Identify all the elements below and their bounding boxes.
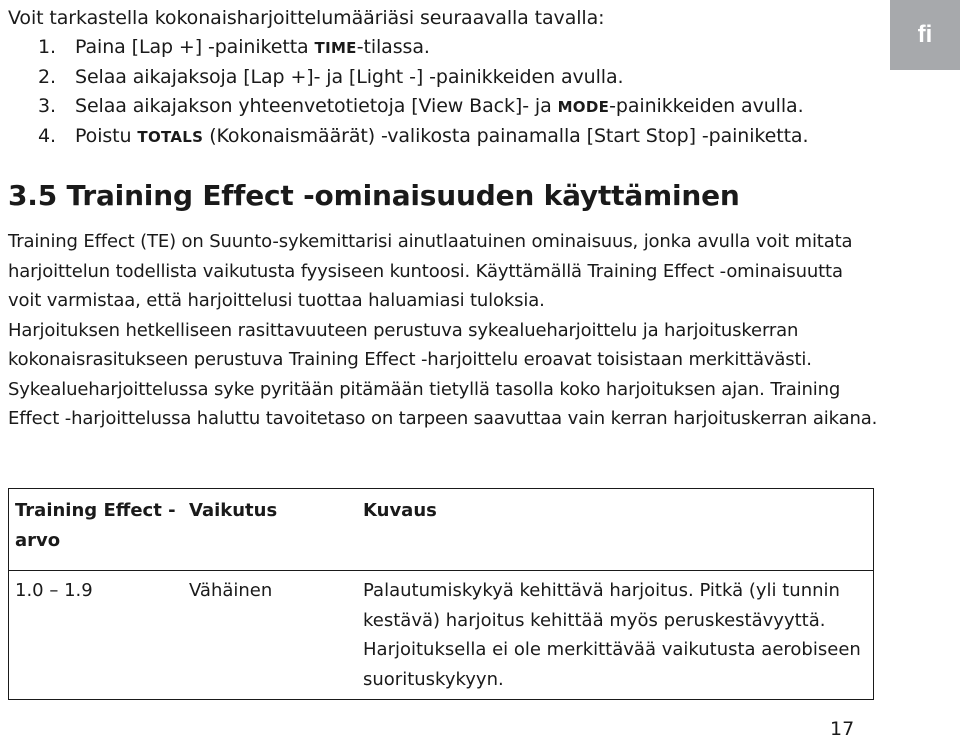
intro-instructions xyxy=(8,4,878,152)
cell-effect: Vähäinen xyxy=(189,580,273,601)
step-key: TIME xyxy=(314,39,357,57)
step-number: 3. xyxy=(38,95,56,117)
step-number: 2. xyxy=(38,66,56,88)
step-text: Selaa aikajakson yhteenvetotietoja [View Back]- ja xyxy=(75,95,558,117)
step-key: TOTALS xyxy=(137,128,204,146)
cell-description: Palautumiskykyä kehittävä harjoitus. Pitkä (yli tunnin kestävä) harjoitus kehittää myös peruskestävyyttä. Harjoituksella ei ole merkittävää vaikutusta aerobiseen suorituskykyyn. xyxy=(363,580,861,690)
step-item xyxy=(8,63,878,92)
table-header-row xyxy=(9,489,874,571)
step-text: Poistu xyxy=(75,125,138,147)
paragraph-2: Harjoituksen hetkelliseen rasittavuuteen perustuva sykealueharjoittelu ja harjoituskerran kokonaisrasitukseen perustuva Training Effect -harjoittelu eroavat toisistaan merkittävästi. Sykealueharjoittelussa syke pyritään pitämään tietyllä tasolla koko harjoituksen ajan. Training Effect -harjoittelussa haluttu tavoitetaso on tarpeen saavuttaa vain kerran harjoituskerran aikana. xyxy=(8,319,878,429)
header-effect: Vaikutus xyxy=(183,489,357,571)
header-te-value: Training Effect -arvo xyxy=(9,489,184,571)
paragraph-1: Training Effect (TE) on Suunto-sykemittarisi ainutlaatuinen ominaisuus, jonka avulla voit mitata harjoittelun todellista vaikutusta fyysiseen kuntoosi. Käyttämällä Training Effect -ominaisuutta voit varmistaa, että harjoittelusi tuottaa haluamiasi tuloksia. xyxy=(8,231,853,311)
step-item xyxy=(8,33,878,63)
step-key: MODE xyxy=(557,98,610,116)
page-number: 17 xyxy=(830,718,855,740)
step-item xyxy=(8,122,878,152)
step-text-end: -tilassa. xyxy=(356,36,430,58)
table-row xyxy=(9,571,874,700)
step-text: Paina [Lap +] -painiketta xyxy=(75,36,315,58)
section-body xyxy=(8,227,878,434)
step-item xyxy=(8,92,878,122)
step-text-end: (Kokonaismäärät) -valikosta painamalla [Start Stop] -painiketta. xyxy=(203,125,809,147)
step-number: 4. xyxy=(38,125,56,147)
header-description: Kuvaus xyxy=(357,489,874,571)
cell-te-value: 1.0 – 1.9 xyxy=(15,580,93,601)
training-effect-table xyxy=(8,488,874,700)
section-heading: 3.5 Training Effect -ominaisuuden käyttäminen xyxy=(8,179,740,212)
intro-lead: Voit tarkastella kokonaisharjoittelumääriäsi seuraavalla tavalla: xyxy=(8,7,605,29)
steps-list xyxy=(8,33,878,152)
step-text: Selaa aikajaksoja [Lap +]- ja [Light -] -painikkeiden avulla. xyxy=(75,66,624,88)
language-tab: fi xyxy=(890,0,960,70)
step-text-end: -painikkeiden avulla. xyxy=(609,95,804,117)
step-number: 1. xyxy=(38,36,56,58)
